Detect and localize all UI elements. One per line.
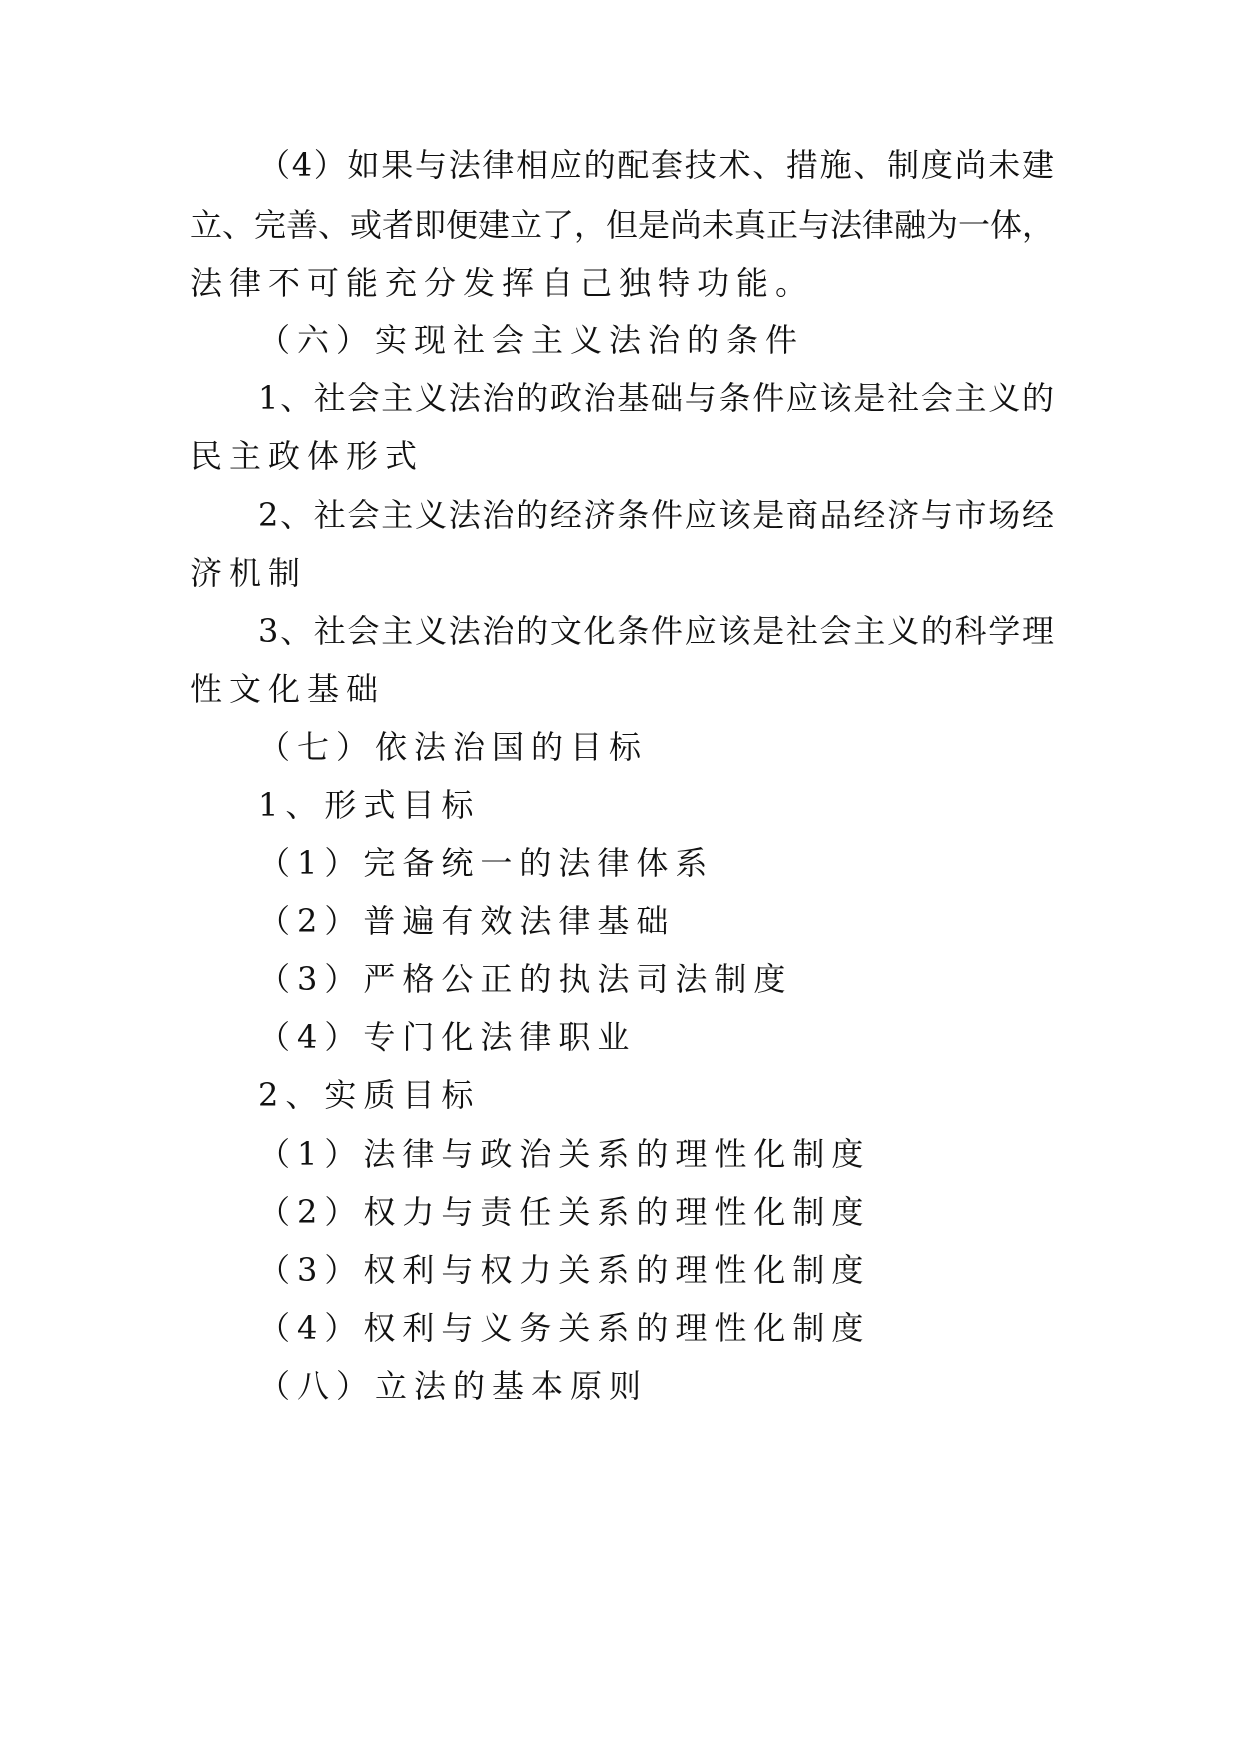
list-item: （2）普遍有效法律基础 xyxy=(258,902,676,940)
section-heading: （八）立法的基本原则 xyxy=(258,1367,649,1405)
list-item: （2）权力与责任关系的理性化制度 xyxy=(258,1193,871,1231)
list-item: （1）法律与政治关系的理性化制度 xyxy=(258,1135,871,1173)
paragraph-line: 2、社会主义法治的经济条件应该是商品经济与市场经 xyxy=(258,496,1054,534)
subsection-heading: 1、形式目标 xyxy=(258,786,481,824)
subsection-heading: 2、实质目标 xyxy=(258,1076,481,1114)
paragraph-line: 1、社会主义法治的政治基础与条件应该是社会主义的 xyxy=(258,379,1054,417)
list-item: （3）权利与权力关系的理性化制度 xyxy=(258,1251,871,1289)
paragraph-line: 立、完善、或者即便建立了，但是尚未真正与法律融为一体， xyxy=(190,206,1055,244)
paragraph-line: 3、社会主义法治的文化条件应该是社会主义的科学理 xyxy=(258,612,1054,650)
list-item: （3）严格公正的执法司法制度 xyxy=(258,960,793,998)
list-item: （4）专门化法律职业 xyxy=(258,1018,637,1056)
paragraph-line: 性文化基础 xyxy=(190,670,386,708)
list-item: （4）权利与义务关系的理性化制度 xyxy=(258,1309,871,1347)
paragraph-line: 法律不可能充分发挥自己独特功能。 xyxy=(190,264,815,302)
paragraph-line: 济机制 xyxy=(190,554,308,592)
paragraph-line: 民主政体形式 xyxy=(190,437,425,475)
paragraph-line: （4）如果与法律相应的配套技术、措施、制度尚未建 xyxy=(258,146,1054,184)
list-item: （1）完备统一的法律体系 xyxy=(258,844,715,882)
section-heading: （七）依法治国的目标 xyxy=(258,728,649,766)
section-heading: （六）实现社会主义法治的条件 xyxy=(258,321,805,359)
